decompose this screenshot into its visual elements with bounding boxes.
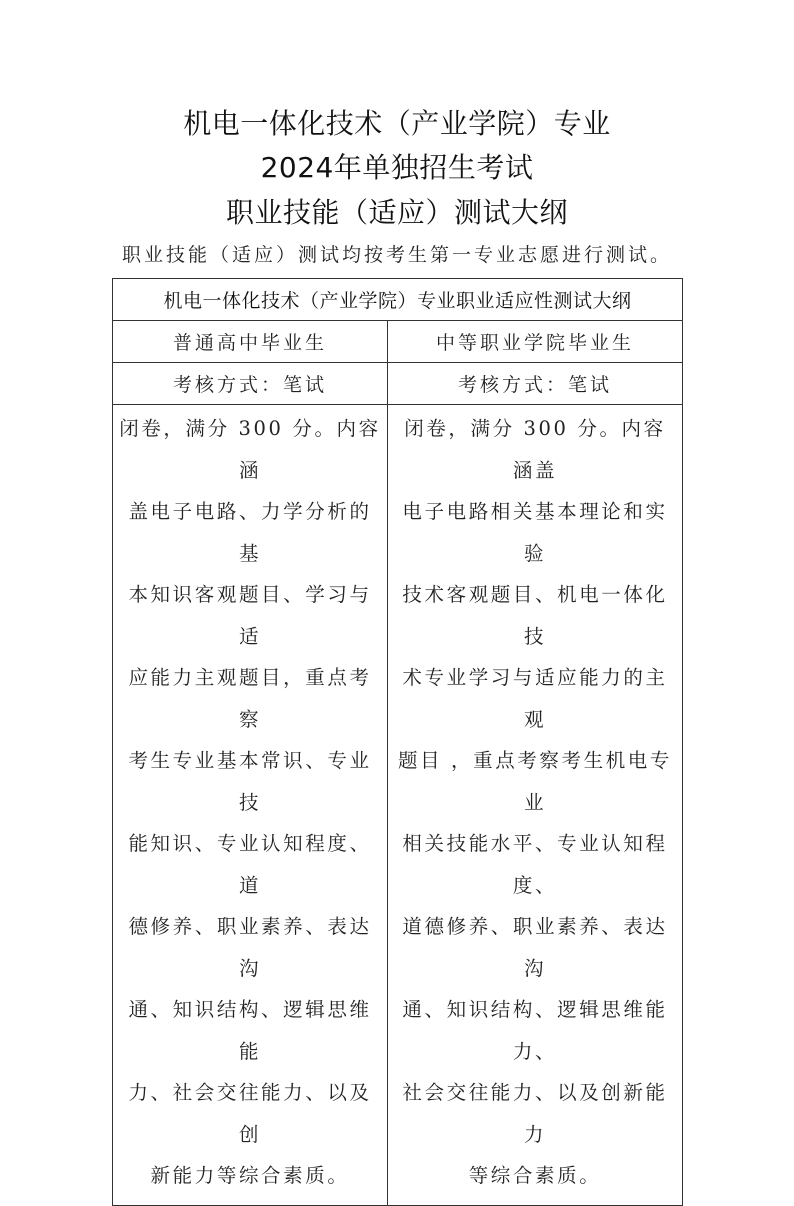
- table-header-row: [113, 279, 683, 321]
- content-line: 道德修养、职业素养、表达沟: [402, 915, 668, 980]
- column-header-row: [113, 321, 683, 363]
- content-line-last: 等综合素质。: [468, 1164, 602, 1187]
- content-line: 电子电路相关基本理论和实验: [402, 500, 668, 565]
- exam-method-high-school: 考核方式：笔试: [113, 363, 388, 405]
- document-title-line-3: 职业技能（适应）测试大纲: [225, 196, 568, 229]
- content-line: 本知识客观题目、学习与适: [128, 583, 372, 648]
- content-line: 应能力主观题目，重点考察: [128, 666, 372, 731]
- content-line: 相关技能水平、专业认知程度、: [402, 832, 668, 897]
- content-line: 题目 ，重点考察考生机电专业: [398, 749, 672, 814]
- content-line: 能知识、专业认知程度、道: [128, 832, 372, 897]
- test-outline-table: [112, 278, 683, 1206]
- content-line: 术专业学习与适应能力的主观: [402, 666, 668, 731]
- content-high-school: [113, 405, 388, 1206]
- content-vocational: [388, 405, 683, 1206]
- content-line: 闭卷，满分 300 分。内容涵: [119, 417, 381, 482]
- document-subtitle: 职业技能（适应）测试均按考生第一专业志愿进行测试。: [121, 244, 672, 266]
- exam-method-vocational: 考核方式：笔试: [388, 363, 683, 405]
- document-title-line-2: 2024年单独招生考试: [260, 151, 534, 184]
- content-line-last: 新能力等综合素质。: [150, 1164, 350, 1187]
- content-line: 考生专业基本常识、专业技: [128, 749, 372, 814]
- column-header-high-school: 普通高中毕业生: [113, 321, 388, 363]
- content-line: 德修养、职业素养、表达沟: [128, 915, 372, 980]
- table-header: 机电一体化技术（产业学院）专业职业适应性测试大纲: [113, 279, 683, 321]
- content-line: 通、知识结构、逻辑思维能: [128, 998, 372, 1063]
- content-row: [113, 405, 683, 1206]
- content-line: 通、知识结构、逻辑思维能力、: [402, 998, 668, 1063]
- content-line: 盖电子电路、力学分析的基: [128, 500, 372, 565]
- exam-method-row: [113, 363, 683, 405]
- content-line: 力、社会交往能力、以及创: [128, 1081, 372, 1146]
- content-line: 社会交往能力、以及创新能力: [402, 1081, 668, 1146]
- content-line: 闭卷，满分 300 分。内容涵盖: [404, 417, 666, 482]
- document-title-line-1: 机电一体化技术（产业学院）专业: [183, 107, 611, 140]
- column-header-vocational: 中等职业学院毕业生: [388, 321, 683, 363]
- content-line: 技术客观题目、机电一体化技: [402, 583, 668, 648]
